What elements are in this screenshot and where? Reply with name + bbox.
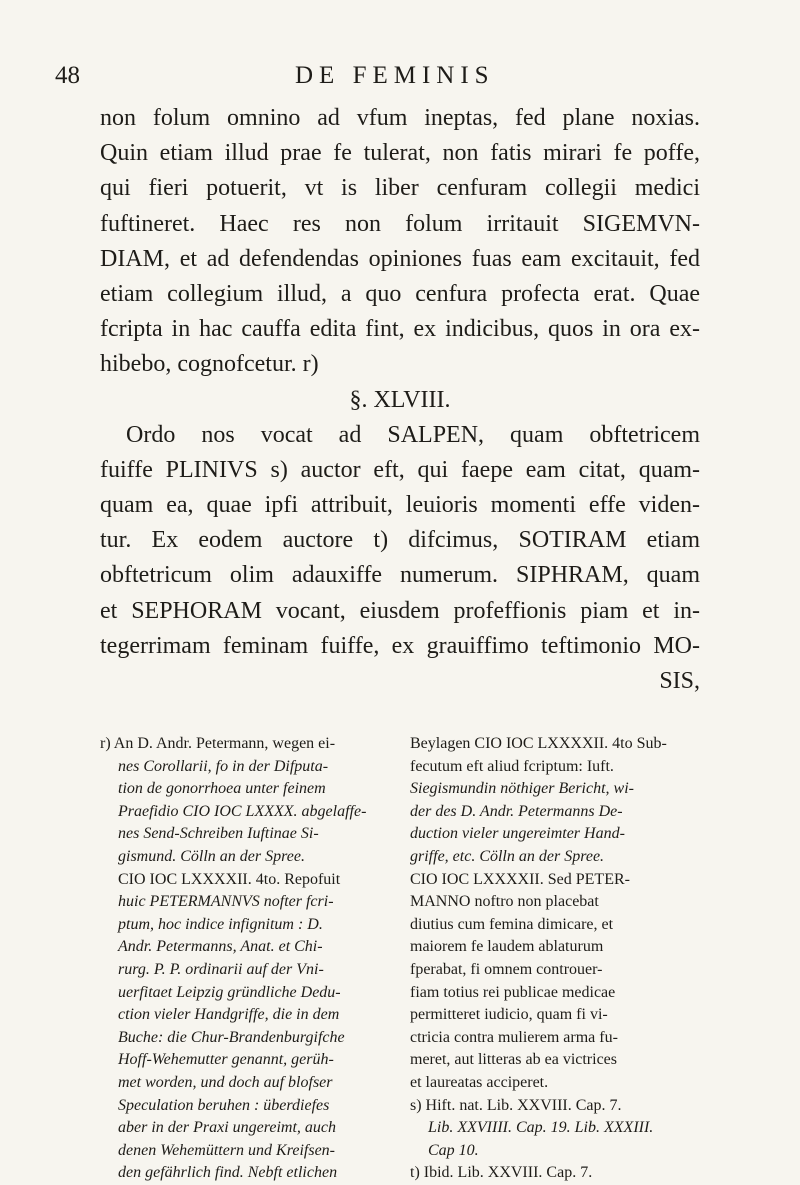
footnote-line: fecutum eft aliud fcriptum: Iuft.: [410, 757, 614, 775]
footnote-line: Buche: die Chur-Brandenburgifche: [118, 1028, 345, 1046]
footnote-line: Cap 10.: [428, 1141, 479, 1159]
text-line: qui fieri potuerit, vt is liber cenfuram collegii medici: [100, 175, 700, 202]
footnote-line: tion de gonorrhoea unter feinem: [118, 780, 326, 798]
footnote-line: meret, aut litteras ab ea victrices: [410, 1051, 618, 1069]
footnotes-left-column: [100, 733, 392, 1185]
footnote-line: nes Corollarii, fo in der Difputa-: [118, 757, 329, 775]
footnote-line: Siegismundin nöthiger Bericht, wi-: [410, 780, 634, 798]
footnote-line: griffe, etc. Cölln an der Spree.: [410, 847, 605, 865]
footnote-line: maiorem fe laudem ablaturum: [410, 938, 604, 956]
footnote-line: ptum, hoc indice infignitum : D.: [118, 915, 323, 933]
text-line: Ordo nos vocat ad SALPEN, quam obftetricem: [126, 421, 700, 448]
footnote-line: s) Hift. nat. Lib. XXVIII. Cap. 7.: [410, 1096, 622, 1114]
footnote-line: CIO IOC LXXXXII. 4to. Repofuit: [118, 870, 341, 888]
text-line: hibebo, cognofcetur. r): [100, 351, 319, 378]
footnote-line: diutius cum femina dimicare, et: [410, 915, 614, 933]
footnote-line: t) Ibid. Lib. XXVIII. Cap. 7.: [410, 1164, 593, 1182]
text-line: quam ea, quae ipfi attribuit, leuioris momenti effe viden-: [100, 492, 700, 519]
footnote-line: met worden, und doch auf blofser: [118, 1073, 333, 1091]
footnote-line: Lib. XXVIIII. Cap. 19. Lib. XXXIII.: [428, 1119, 654, 1137]
footnote-line: fperabat, fi omnem controuer-: [410, 960, 603, 978]
footnote-line: den gefährlich find. Nebft etlichen: [118, 1164, 338, 1182]
footnote-line: der des D. Andr. Petermanns De-: [410, 802, 623, 820]
text-line: fuftineret. Haec res non folum irritauit SIGEMVN-: [100, 210, 700, 237]
footnote-line: fiam totius rei publicae medicae: [410, 983, 616, 1001]
footnote-line: permitteret iudicio, quam fi vi-: [410, 1006, 608, 1024]
text-line: Quin etiam illud prae fe tulerat, non fatis mirari fe poffe,: [100, 140, 700, 167]
text-line: etiam collegium illud, a quo cenfura profecta erat. Quae: [100, 280, 700, 307]
page-header: [55, 62, 745, 102]
section-heading: §. XLVIII.: [349, 386, 451, 413]
footnote-line: Praefidio CIO IOC LXXXX. abgelaffe-: [118, 802, 367, 820]
running-title: DE FEMINIS: [295, 62, 495, 89]
text-line: fcripta in hac cauffa edita fint, ex indicibus, quos in ora ex-: [100, 316, 700, 343]
footnote-line: MANNO noftro non placebat: [410, 893, 599, 911]
footnote-line: ctricia contra mulierem arma fu-: [410, 1028, 618, 1046]
footnote-line: ction vieler Handgriffe, die in dem: [118, 1006, 340, 1024]
text-line: DIAM, et ad defendendas opiniones fuas eam excitauit, fed: [100, 245, 700, 272]
text-line: non folum omnino ad vfum ineptas, fed plane noxias.: [100, 105, 700, 131]
footnote-line: Speculation beruhen : überdiefes: [118, 1096, 330, 1114]
footnote-line: rurg. P. P. ordinarii auf der Vni-: [118, 960, 324, 978]
footnote-line: Hoff-Wehemutter genannt, gerüh-: [118, 1051, 334, 1069]
footnotes-right-column: [410, 733, 702, 1185]
text-line: tegerrimam feminam fuiffe, ex grauiffimo teftimonio MO-: [100, 632, 700, 659]
footnote-line: r) An D. Andr. Petermann, wegen ei-: [100, 735, 336, 752]
catchword: SIS,: [659, 668, 700, 694]
footnote-line: huic PETERMANNVS nofter fcri-: [118, 893, 334, 911]
footnote-line: duction vieler ungereimter Hand-: [410, 825, 625, 843]
footnote-line: Beylagen CIO IOC LXXXXII. 4to Sub-: [410, 735, 667, 752]
footnote-line: gismund. Cölln an der Spree.: [118, 847, 305, 865]
footnote-line: Andr. Petermanns, Anat. et Chi-: [118, 938, 323, 956]
text-line: et SEPHORAM vocant, eiusdem profeffionis piam et in-: [100, 597, 700, 624]
footnote-line: uerfitaet Leipzig gründliche Dedu-: [118, 983, 341, 1001]
footnote-line: denen Wehemüttern und Kreifsen-: [118, 1141, 335, 1159]
footnote-line: et laureatas acciperet.: [410, 1073, 549, 1091]
main-text: [100, 101, 700, 699]
page-number: 48: [55, 62, 80, 89]
text-line: tur. Ex eodem auctore t) difcimus, SOTIRAM etiam: [100, 527, 700, 554]
footnote-line: CIO IOC LXXXXII. Sed PETER-: [410, 870, 630, 888]
footnote-line: nes Send-Schreiben Iuftinae Si-: [118, 825, 319, 843]
text-line: fuiffe PLINIVS s) auctor eft, qui faepe eam citat, quam-: [100, 456, 700, 483]
text-line: obftetricum olim adauxiffe numerum. SIPHRAM, quam: [100, 562, 700, 589]
footnote-line: aber in der Praxi ungereimt, auch: [118, 1119, 337, 1137]
